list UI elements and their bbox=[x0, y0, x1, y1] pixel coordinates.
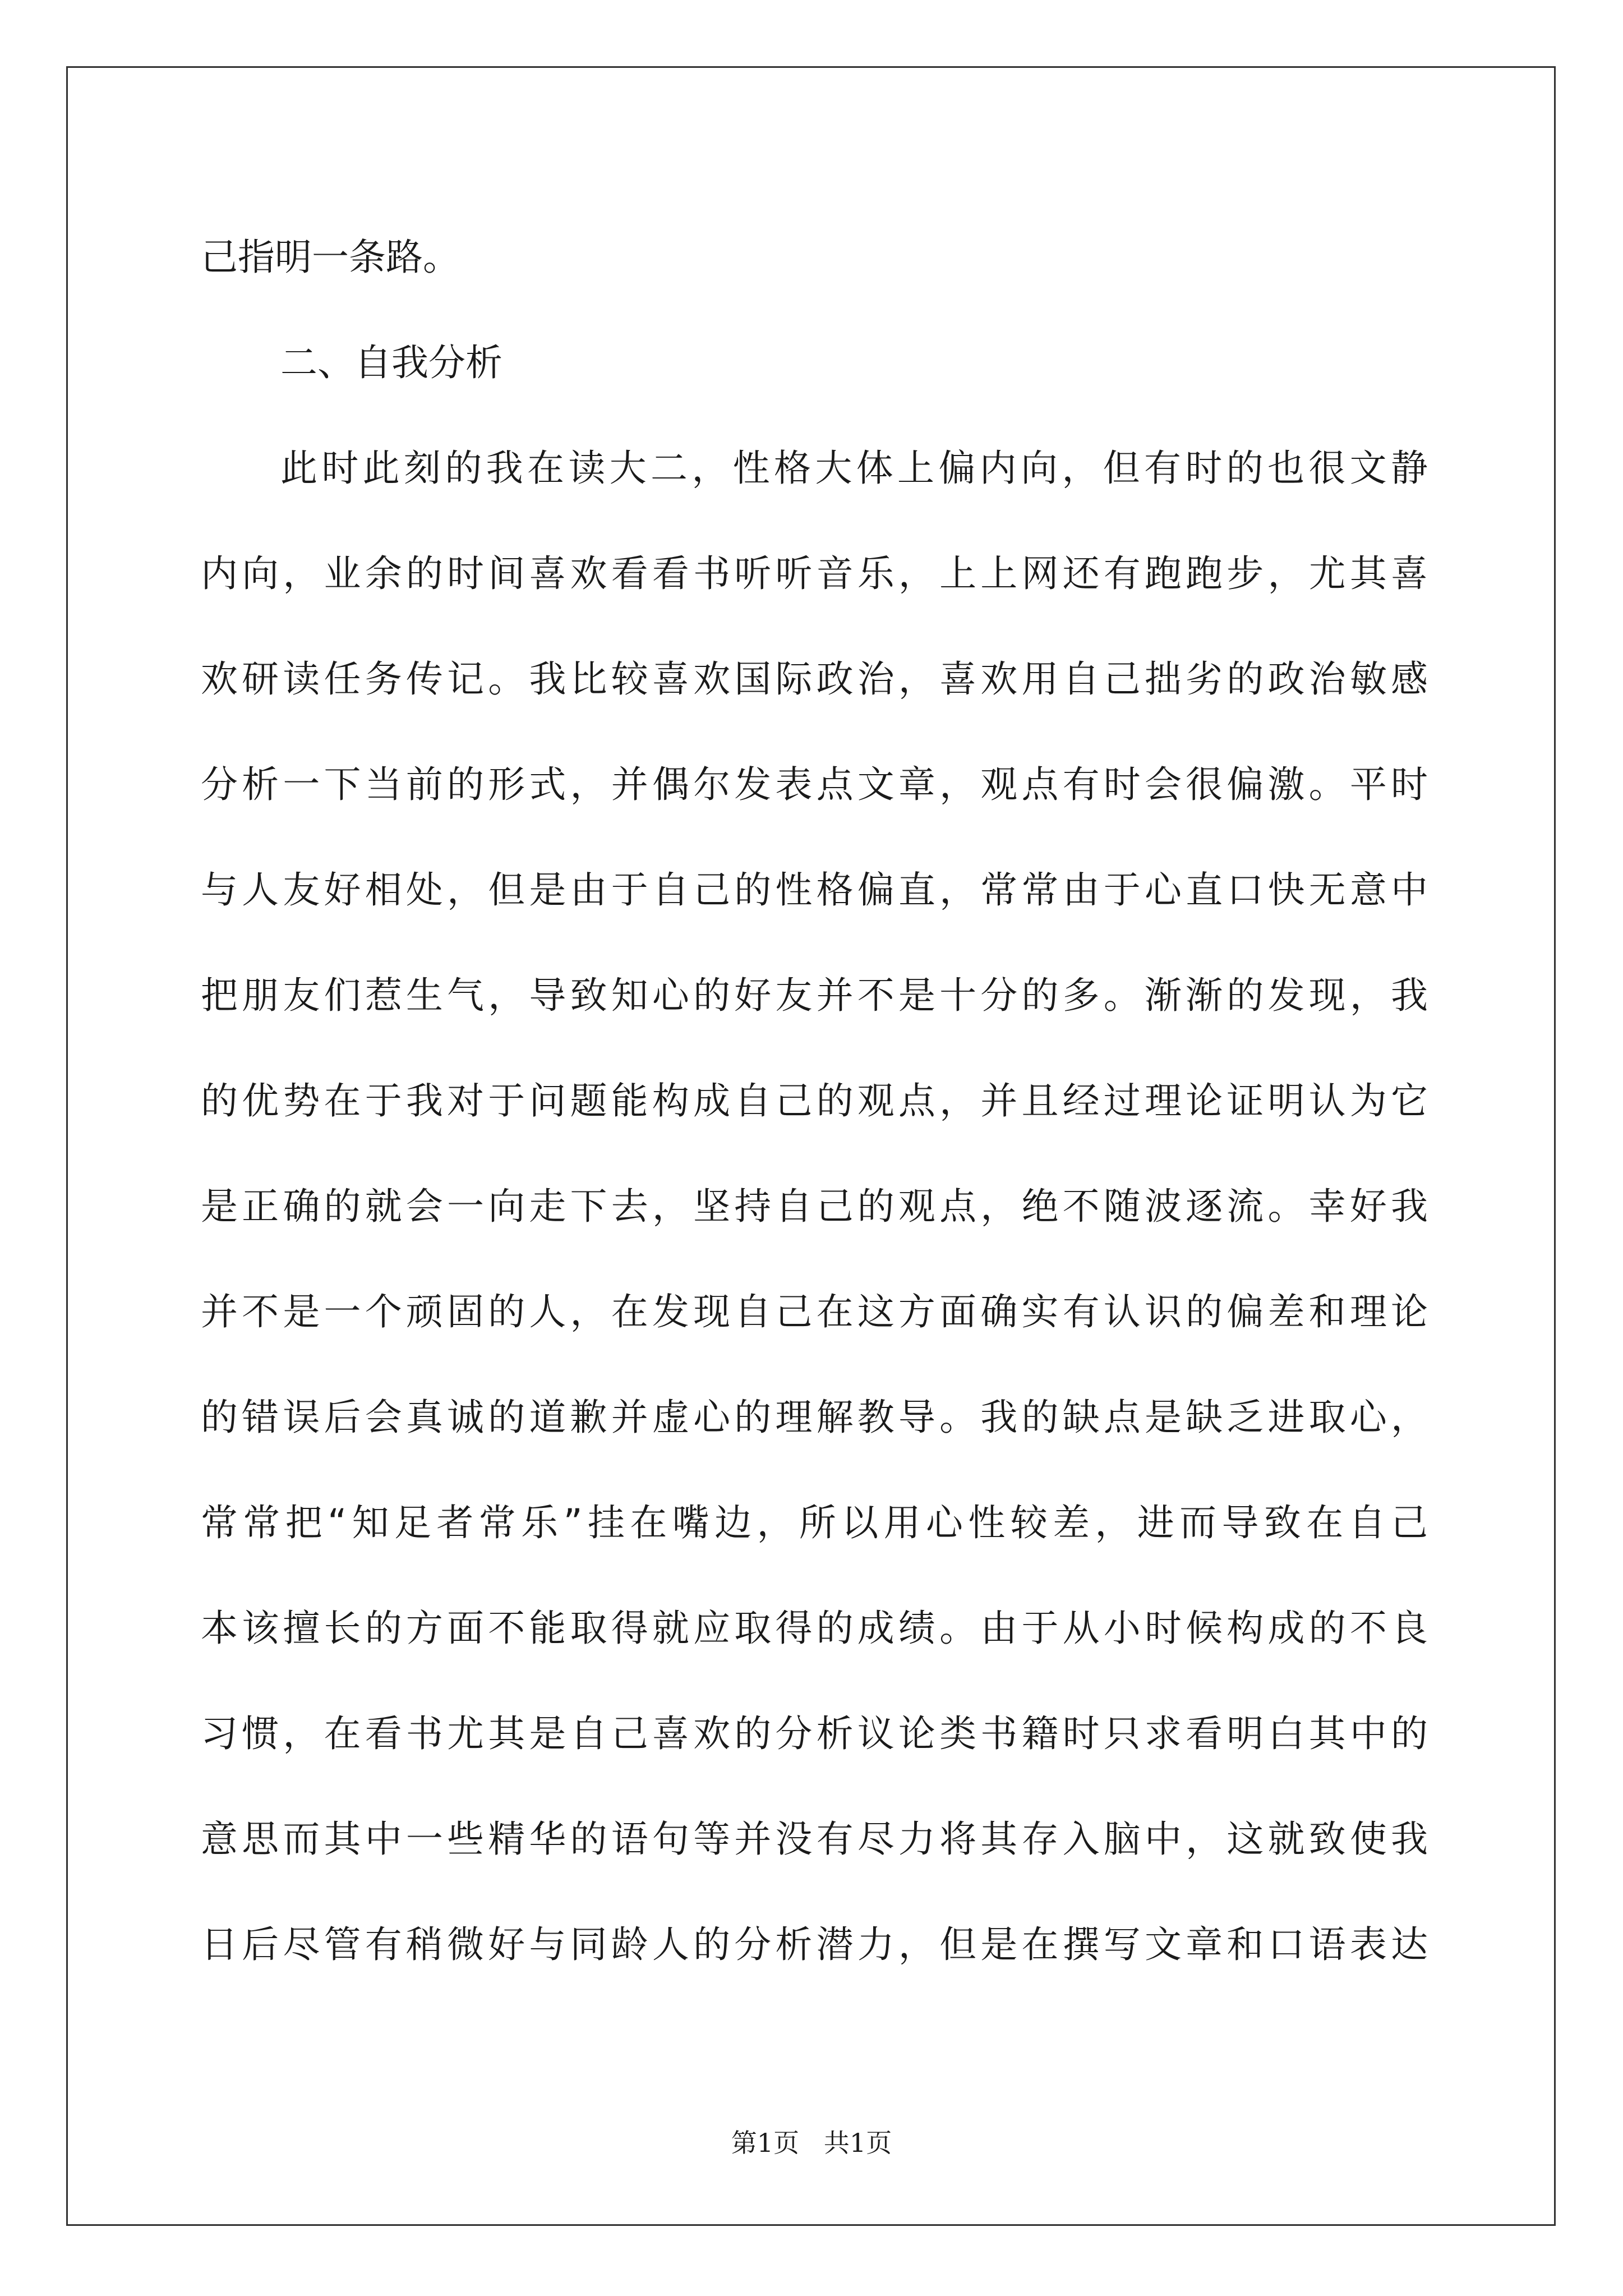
text-line: 常常把“知足者常乐”挂在嘴边，所以用心性较差，进而导致在自己 bbox=[201, 1501, 1428, 1544]
text-line: 己指明一条路。 bbox=[201, 236, 460, 279]
text-line: 把朋友们惹生气，导致知心的好友并不是十分的多。渐渐的发现，我 bbox=[201, 974, 1428, 1017]
text-line: 的优势在于我对于问题能构成自己的观点，并且经过理论证明认为它 bbox=[201, 1079, 1428, 1122]
text-line: 欢研读任务传记。我比较喜欢国际政治，喜欢用自己拙劣的政治敏感 bbox=[201, 657, 1428, 701]
text-line: 内向，业余的时间喜欢看看书听听音乐，上上网还有跑跑步，尤其喜 bbox=[201, 552, 1428, 595]
page-number: 第1页 共1页 bbox=[731, 2128, 892, 2158]
text-line: 的错误后会真诚的道歉并虚心的理解教导。我的缺点是缺乏进取心， bbox=[201, 1396, 1428, 1439]
text-line: 习惯，在看书尤其是自己喜欢的分析议论类书籍时只求看明白其中的 bbox=[201, 1712, 1428, 1755]
text-line: 是正确的就会一向走下去，坚持自己的观点，绝不随波逐流。幸好我 bbox=[201, 1185, 1428, 1228]
document-body bbox=[201, 205, 1428, 1998]
text-line: 分析一下当前的形式，并偶尔发表点文章，观点有时会很偏激。平时 bbox=[201, 763, 1428, 806]
text-line: 本该擅长的方面不能取得就应取得的成绩。由于从小时候构成的不良 bbox=[201, 1607, 1428, 1650]
section-heading: 二、自我分析 bbox=[280, 341, 502, 384]
page-footer bbox=[0, 2126, 1623, 2160]
text-line: 并不是一个顽固的人，在发现自己在这方面确实有认识的偏差和理论 bbox=[201, 1290, 1428, 1333]
text-line: 与人友好相处，但是由于自己的性格偏直，常常由于心直口快无意中 bbox=[201, 868, 1428, 912]
text-line: 日后尽管有稍微好与同龄人的分析潜力，但是在撰写文章和口语表达 bbox=[201, 1923, 1428, 1966]
text-line: 意思而其中一些精华的语句等并没有尽力将其存入脑中，这就致使我 bbox=[201, 1818, 1428, 1861]
text-line: 此时此刻的我在读大二，性格大体上偏内向，但有时的也很文静 bbox=[280, 447, 1428, 490]
